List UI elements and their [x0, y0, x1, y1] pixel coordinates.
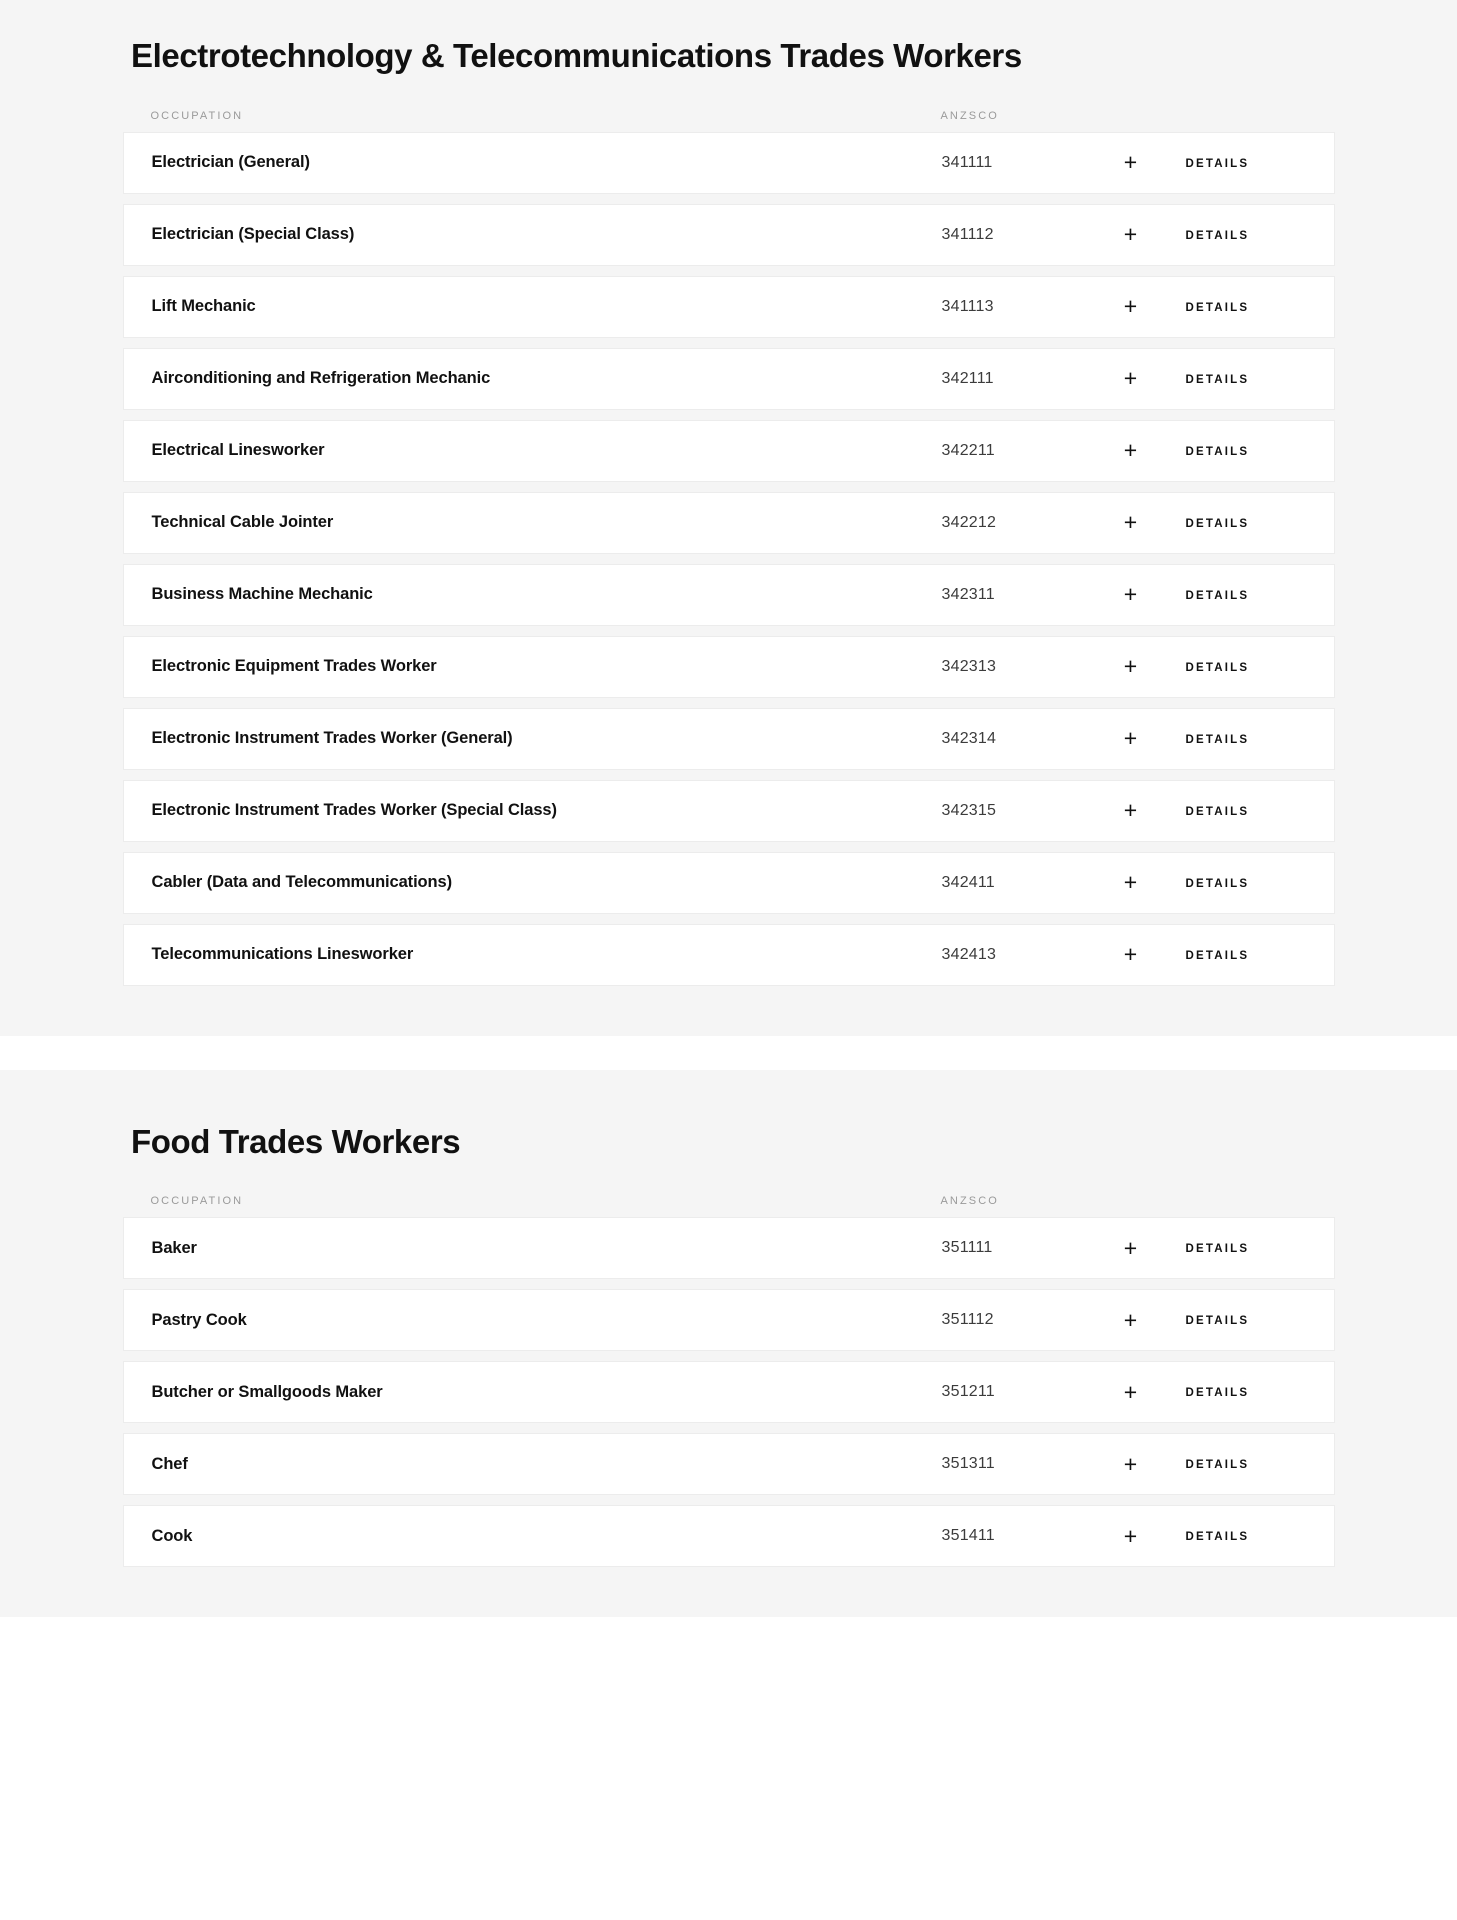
cell-occupation: Business Machine Mechanic	[151, 585, 373, 604]
details-cell[interactable]	[1186, 442, 1306, 460]
cell-occupation: Butcher or Smallgoods Maker	[151, 1382, 383, 1401]
cell-anzsco: 341113	[941, 297, 994, 315]
expand-cell[interactable]	[1076, 799, 1186, 822]
details-cell[interactable]	[1186, 1527, 1306, 1545]
plus-icon[interactable]: +	[1123, 1378, 1138, 1405]
occupation-table	[123, 1195, 1335, 1567]
cell-occupation: Telecommunications Linesworker	[151, 945, 414, 964]
expand-cell[interactable]	[1076, 1522, 1186, 1549]
plus-icon[interactable]: +	[1123, 365, 1138, 392]
table-row[interactable]	[123, 1505, 1335, 1567]
table-row[interactable]	[123, 420, 1335, 482]
cell-anzsco: 341111	[941, 153, 993, 171]
expand-cell[interactable]	[1076, 1450, 1186, 1477]
table-row[interactable]	[123, 1289, 1335, 1351]
plus-icon[interactable]: +	[1123, 293, 1138, 320]
details-cell[interactable]	[1186, 370, 1306, 388]
details-link[interactable]: DETAILS	[1185, 949, 1250, 962]
plus-icon[interactable]: +	[1123, 869, 1138, 896]
table-row[interactable]	[123, 1433, 1335, 1495]
details-link[interactable]: DETAILS	[1185, 445, 1250, 458]
details-link[interactable]: DETAILS	[1185, 1387, 1250, 1400]
details-link[interactable]: DETAILS	[1185, 301, 1250, 314]
plus-icon[interactable]: +	[1123, 221, 1138, 248]
table-header-row	[123, 1195, 1335, 1217]
plus-icon[interactable]: +	[1123, 1306, 1138, 1333]
details-link[interactable]: DETAILS	[1185, 877, 1250, 890]
plus-icon[interactable]: +	[1123, 653, 1138, 680]
table-row[interactable]	[123, 132, 1335, 194]
expand-cell[interactable]	[1076, 871, 1186, 894]
details-cell[interactable]	[1186, 730, 1306, 748]
cell-anzsco: 342314	[941, 729, 997, 747]
plus-icon[interactable]: +	[1123, 437, 1138, 464]
cell-anzsco: 351311	[941, 1455, 995, 1473]
column-header-anzsco: ANZSCO	[940, 109, 999, 122]
table-row[interactable]	[123, 708, 1335, 770]
table-row[interactable]	[123, 780, 1335, 842]
cell-occupation: Lift Mechanic	[151, 297, 256, 316]
plus-icon[interactable]: +	[1123, 725, 1138, 752]
cell-anzsco: 342315	[941, 801, 997, 819]
details-cell[interactable]	[1186, 1383, 1306, 1401]
details-cell[interactable]	[1186, 226, 1306, 244]
table-row[interactable]	[123, 852, 1335, 914]
occupation-table	[123, 110, 1335, 986]
details-link[interactable]: DETAILS	[1185, 1243, 1250, 1256]
page-title: Food Trades Workers	[131, 1122, 461, 1160]
expand-cell[interactable]	[1076, 295, 1186, 318]
expand-cell[interactable]	[1076, 655, 1186, 678]
details-cell[interactable]	[1186, 298, 1306, 316]
cell-occupation: Electronic Equipment Trades Worker	[151, 657, 437, 676]
details-cell[interactable]	[1186, 586, 1306, 604]
cell-anzsco: 351411	[941, 1527, 995, 1545]
details-link[interactable]: DETAILS	[1185, 1459, 1250, 1472]
expand-cell[interactable]	[1076, 1306, 1186, 1333]
details-cell[interactable]	[1186, 154, 1306, 172]
cell-anzsco: 342411	[941, 873, 995, 891]
table-row[interactable]	[123, 924, 1335, 986]
column-header-occupation: OCCUPATION	[150, 1195, 244, 1208]
plus-icon[interactable]: +	[1123, 509, 1138, 536]
details-link[interactable]: DETAILS	[1185, 229, 1250, 242]
expand-cell[interactable]	[1076, 367, 1186, 390]
cell-anzsco: 351112	[941, 1311, 994, 1329]
column-header-anzsco: ANZSCO	[940, 1195, 999, 1208]
cell-anzsco: 342313	[941, 657, 997, 675]
table-row[interactable]	[123, 1361, 1335, 1423]
details-cell[interactable]	[1186, 946, 1306, 964]
page-title: Electrotechnology & Telecommunications Trades Workers	[131, 37, 1022, 74]
table-row[interactable]	[123, 492, 1335, 554]
plus-icon[interactable]: +	[1123, 581, 1138, 608]
cell-anzsco: 342212	[941, 513, 997, 531]
details-cell[interactable]	[1186, 874, 1306, 892]
cell-occupation: Electronic Instrument Trades Worker (Special Class)	[151, 801, 557, 820]
expand-cell[interactable]	[1076, 583, 1186, 606]
cell-occupation: Technical Cable Jointer	[151, 513, 334, 532]
table-header-row	[123, 110, 1335, 132]
details-link[interactable]: DETAILS	[1185, 733, 1250, 746]
section-food-trades	[0, 1070, 1457, 1618]
cell-occupation: Baker	[151, 1238, 197, 1257]
expand-cell[interactable]	[1076, 151, 1186, 174]
cell-occupation: Electrical Linesworker	[151, 441, 325, 460]
details-cell[interactable]	[1186, 658, 1306, 676]
cell-occupation: Chef	[151, 1454, 188, 1473]
cell-anzsco: 341112	[941, 225, 994, 243]
cell-occupation: Electrician (Special Class)	[151, 225, 355, 244]
plus-icon[interactable]: +	[1123, 941, 1138, 968]
details-cell[interactable]	[1186, 1311, 1306, 1329]
cell-occupation: Electronic Instrument Trades Worker (General)	[151, 729, 513, 748]
expand-cell[interactable]	[1076, 439, 1186, 462]
plus-icon[interactable]: +	[1123, 797, 1138, 824]
plus-icon[interactable]: +	[1123, 149, 1138, 176]
cell-occupation: Cook	[151, 1526, 193, 1545]
table-row[interactable]	[123, 564, 1335, 626]
column-header-occupation: OCCUPATION	[150, 109, 244, 122]
plus-icon[interactable]: +	[1123, 1234, 1138, 1261]
details-cell[interactable]	[1186, 1455, 1306, 1473]
details-cell[interactable]	[1186, 514, 1306, 532]
table-row[interactable]	[123, 204, 1335, 266]
plus-icon[interactable]: +	[1123, 1450, 1138, 1477]
details-link[interactable]: DETAILS	[1185, 589, 1250, 602]
table-row[interactable]	[123, 1217, 1335, 1279]
section-divider	[0, 1036, 1457, 1070]
details-link[interactable]: DETAILS	[1185, 805, 1250, 818]
details-link[interactable]: DETAILS	[1185, 517, 1250, 530]
cell-anzsco: 342111	[941, 369, 994, 387]
expand-cell[interactable]	[1076, 1378, 1186, 1405]
cell-occupation: Pastry Cook	[151, 1310, 247, 1329]
expand-cell[interactable]	[1076, 1234, 1186, 1261]
cell-anzsco: 342413	[941, 945, 997, 963]
table-row[interactable]	[123, 348, 1335, 410]
cell-occupation: Cabler (Data and Telecommunications)	[151, 873, 452, 892]
details-cell[interactable]	[1186, 1239, 1306, 1257]
cell-anzsco: 342311	[941, 585, 995, 603]
expand-cell[interactable]	[1076, 223, 1186, 246]
expand-cell[interactable]	[1076, 943, 1186, 966]
table-row[interactable]	[123, 276, 1335, 338]
details-link[interactable]: DETAILS	[1185, 373, 1250, 386]
table-row[interactable]	[123, 636, 1335, 698]
expand-cell[interactable]	[1076, 727, 1186, 750]
plus-icon[interactable]: +	[1123, 1522, 1138, 1549]
cell-anzsco: 351211	[941, 1383, 995, 1401]
details-link[interactable]: DETAILS	[1185, 1531, 1250, 1544]
details-link[interactable]: DETAILS	[1185, 661, 1250, 674]
details-link[interactable]: DETAILS	[1185, 157, 1250, 170]
cell-occupation: Electrician (General)	[151, 153, 310, 172]
cell-occupation: Airconditioning and Refrigeration Mechanic	[151, 369, 491, 388]
expand-cell[interactable]	[1076, 511, 1186, 534]
details-cell[interactable]	[1186, 802, 1306, 820]
cell-anzsco: 342211	[941, 441, 995, 459]
cell-anzsco: 351111	[941, 1239, 993, 1257]
details-link[interactable]: DETAILS	[1185, 1315, 1250, 1328]
